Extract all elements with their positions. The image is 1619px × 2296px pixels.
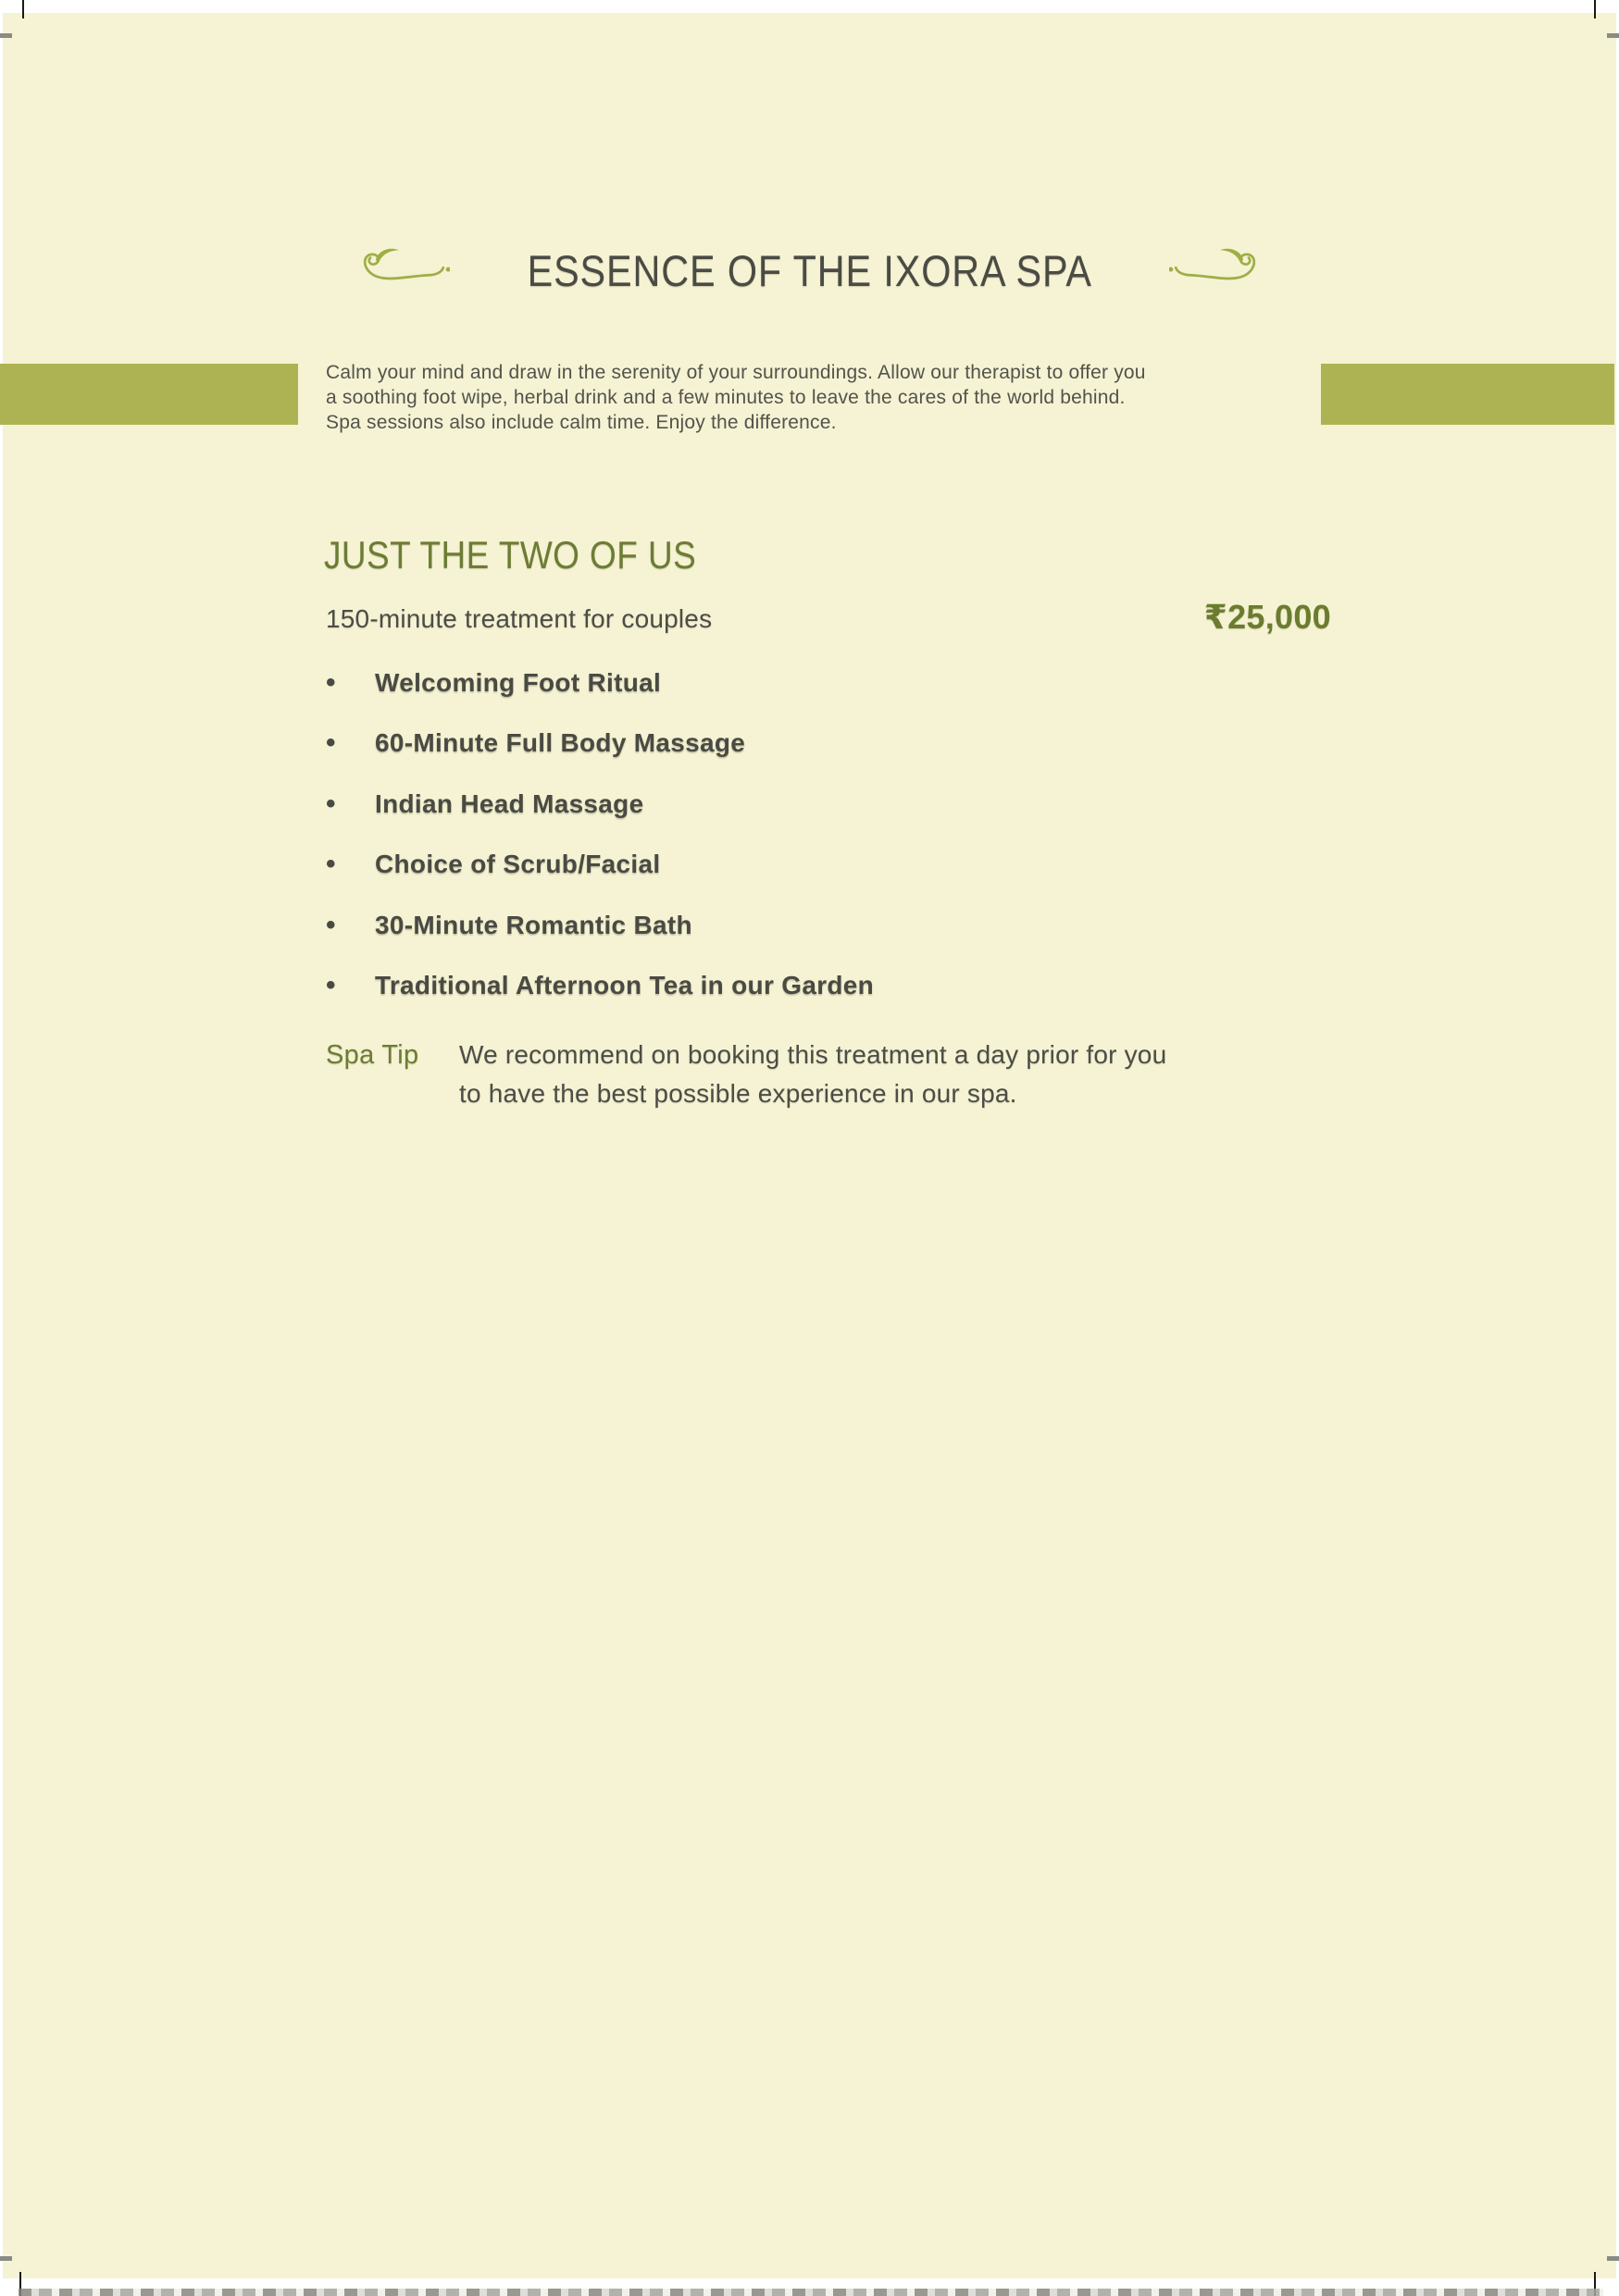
list-item xyxy=(326,652,874,714)
bullet-icon: • xyxy=(326,727,336,759)
list-item-label: 30-Minute Romantic Bath xyxy=(375,910,692,939)
registration-dash xyxy=(1607,2256,1619,2261)
list-item-label: Traditional Afternoon Tea in our Garden xyxy=(375,971,875,1000)
right-olive-bar xyxy=(1321,364,1614,425)
list-item-label: Welcoming Foot Ritual xyxy=(375,667,662,697)
registration-dash xyxy=(0,2256,12,2261)
menu-sheet xyxy=(3,13,1616,2278)
spa-tip-text xyxy=(459,1036,1166,1113)
bullet-icon: • xyxy=(326,970,336,1001)
bullet-icon: • xyxy=(326,788,336,819)
treatment-price: ₹25,000 xyxy=(1203,598,1331,636)
page-header xyxy=(0,233,1619,307)
intro-line: Calm your mind and draw in the serenity of your surroundings. Allow our therapist to offer you xyxy=(326,362,1146,383)
list-item xyxy=(326,714,874,775)
list-item xyxy=(326,835,874,896)
bullet-icon: • xyxy=(326,666,336,698)
spa-tip-label: Spa Tip xyxy=(326,1040,419,1070)
left-olive-bar xyxy=(0,364,298,425)
page-edge-print-strip xyxy=(19,2289,1603,2296)
registration-dash xyxy=(0,33,12,38)
list-item-label: Indian Head Massage xyxy=(375,788,644,818)
intro-line: a soothing foot wipe, herbal drink and a few minutes to leave the cares of the world behind. xyxy=(326,387,1126,408)
registration-dash xyxy=(1607,33,1619,38)
page-title: ESSENCE OF THE IXORA SPA xyxy=(527,245,1092,295)
intro-line: Spa sessions also include calm time. Enjoy the difference. xyxy=(326,412,837,433)
list-item xyxy=(326,956,874,1017)
bullet-icon: • xyxy=(326,909,336,940)
list-item xyxy=(326,774,874,835)
list-item-label: 60-Minute Full Body Massage xyxy=(375,728,746,758)
section-heading: JUST THE TWO OF US xyxy=(324,533,697,577)
treatment-duration: 150-minute treatment for couples xyxy=(326,604,713,633)
bullet-icon: • xyxy=(326,849,336,880)
spa-tip-line: We recommend on booking this treatment a day prior for you xyxy=(459,1040,1167,1069)
swirl-flourish-right-icon xyxy=(1169,247,1269,293)
list-item xyxy=(326,895,874,956)
intro-paragraph xyxy=(326,360,1146,435)
crop-mark xyxy=(1594,0,1596,19)
treatment-item-list xyxy=(326,652,874,1016)
spa-tip-line: to have the best possible experience in our spa. xyxy=(459,1079,1017,1108)
list-item-label: Choice of Scrub/Facial xyxy=(375,850,661,879)
crop-mark xyxy=(22,0,24,19)
swirl-flourish-left-icon xyxy=(350,247,450,293)
